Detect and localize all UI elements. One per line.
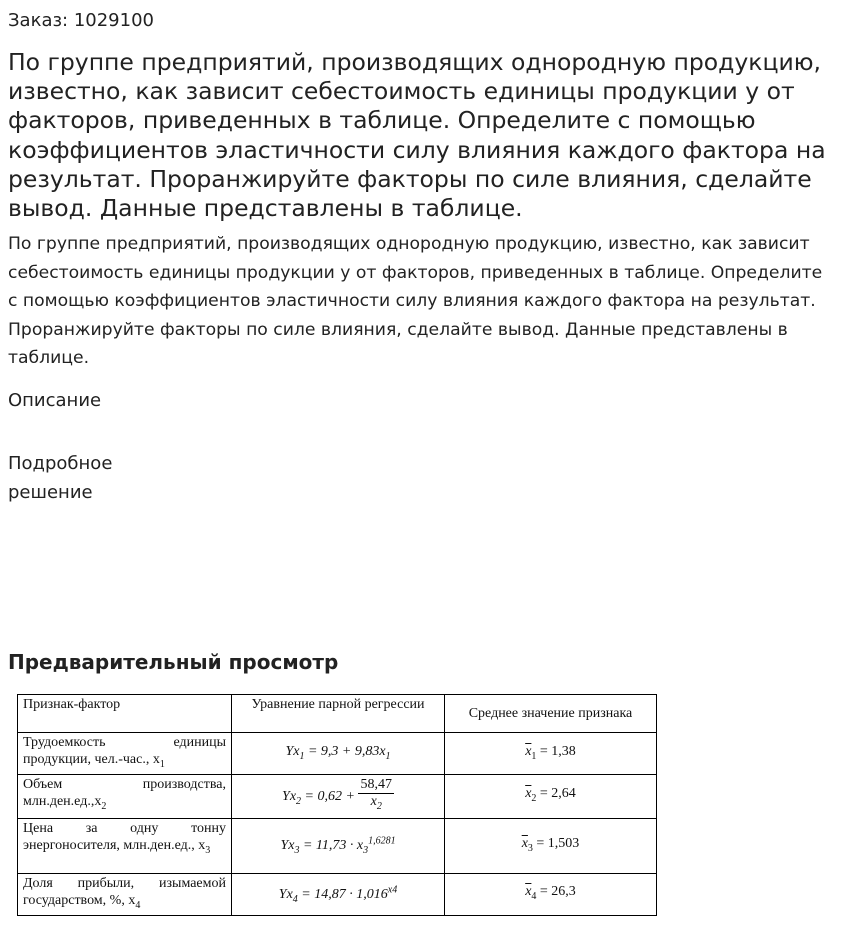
detailed-solution-label: Подробное решение	[8, 453, 113, 503]
mean-sub: 4	[531, 891, 537, 903]
eq-lhs-sub: 2	[296, 795, 302, 807]
regression-table	[17, 694, 657, 916]
mean-cell	[445, 774, 657, 818]
description-label: Описание	[8, 390, 102, 411]
eq-lhs: Yx	[280, 838, 295, 854]
table-row	[18, 733, 657, 775]
equation-cell	[232, 873, 445, 915]
table-row	[18, 873, 657, 915]
eq-lhs: Yx	[278, 886, 293, 902]
mean-var: $\overline{x}$	[525, 743, 532, 759]
mean-sub: 1	[531, 750, 537, 762]
mean-sub: 3	[527, 842, 533, 854]
equation-cell	[232, 733, 445, 775]
eq-lhs-sub: 1	[299, 750, 305, 762]
task-title: По группе предприятий, производящих однородную продукцию, известно, как зависит себестоимость единицы продукции у от факторов, приведенных в таблице. Определите с помощью коэффициентов эластичности силу влияния каждого фактора на результат. Проранжируйте факторы по силе влияния, сделайте вывод. Данные представлены в таблице.	[8, 48, 826, 223]
eq-rhs: = 11,73 · x	[299, 838, 364, 854]
factor-text: Объем производства, млн.ден.ед.,x	[23, 776, 226, 809]
factor-cell	[18, 818, 232, 873]
mean-var: $\overline{x}$	[525, 786, 532, 802]
eq-lhs: Yx	[285, 743, 300, 759]
equation-cell	[232, 818, 445, 873]
mean-cell	[445, 873, 657, 915]
eq-rhs-sup: 1,6281	[368, 835, 396, 847]
eq-rhs: = 14,87 · 1,016	[297, 886, 388, 902]
mean-value: = 26,3	[536, 884, 576, 900]
preview-heading: Предварительный просмотр	[8, 650, 339, 674]
mean-var: $\overline{x}$	[525, 884, 532, 900]
eq-rhs: = 9,3 + 9,83x	[304, 743, 386, 759]
mean-sub: 2	[531, 793, 537, 805]
factor-text: Трудоемкость единицы продукции, чел.-час., x	[23, 735, 226, 767]
eq-fraction	[358, 777, 394, 815]
task-description: По группе предприятий, производящих однородную продукцию, известно, как зависит себестоимость единицы продукции у от факторов, приведенных в таблице. Определите с помощью коэффициентов эластичности силу влияния каждого фактора на результат. Проранжируйте факторы по силе влияния, сделайте вывод. Данные представлены в таблице.	[8, 234, 823, 369]
header-equation: Уравнение парной регрессии	[232, 695, 445, 733]
factor-subscript: 2	[101, 800, 107, 812]
factor-subscript: 3	[205, 844, 211, 856]
mean-cell	[445, 733, 657, 775]
mean-value: = 1,38	[536, 743, 576, 759]
header-factor: Признак-фактор	[18, 695, 232, 733]
eq-numerator: 58,47	[360, 777, 392, 793]
eq-rhs-sup: x4	[387, 883, 398, 895]
eq-rhs: = 0,62 +	[301, 788, 359, 804]
eq-lhs-sub: 3	[294, 845, 300, 857]
eq-lhs-sub: 4	[292, 893, 298, 905]
factor-text: Цена за одну тонну энергоносителя, млн.ден.ед., x	[23, 820, 226, 853]
table-header-row	[18, 695, 657, 733]
factor-cell	[18, 774, 232, 818]
order-number: Заказ: 1029100	[8, 10, 154, 31]
equation-cell	[232, 774, 445, 818]
mean-cell	[445, 818, 657, 873]
eq-lhs: Yx	[282, 788, 297, 804]
factor-cell	[18, 733, 232, 775]
mean-var: $\overline{x}$	[521, 835, 528, 851]
eq-rhs-sub: 3	[363, 845, 369, 857]
eq-rhs-sub: 1	[385, 750, 391, 762]
factor-subscript: 1	[159, 758, 165, 770]
eq-denominator: $x_2$	[370, 794, 382, 813]
factor-text: Доля прибыли, изымаемой государством, %, x	[23, 875, 226, 908]
table-row	[18, 818, 657, 873]
factor-cell	[18, 873, 232, 915]
mean-value: = 1,503	[532, 835, 580, 851]
table-row	[18, 774, 657, 818]
mean-value: = 2,64	[536, 786, 576, 802]
factor-subscript: 4	[135, 899, 141, 911]
header-mean: Среднее значение признака	[445, 695, 657, 733]
